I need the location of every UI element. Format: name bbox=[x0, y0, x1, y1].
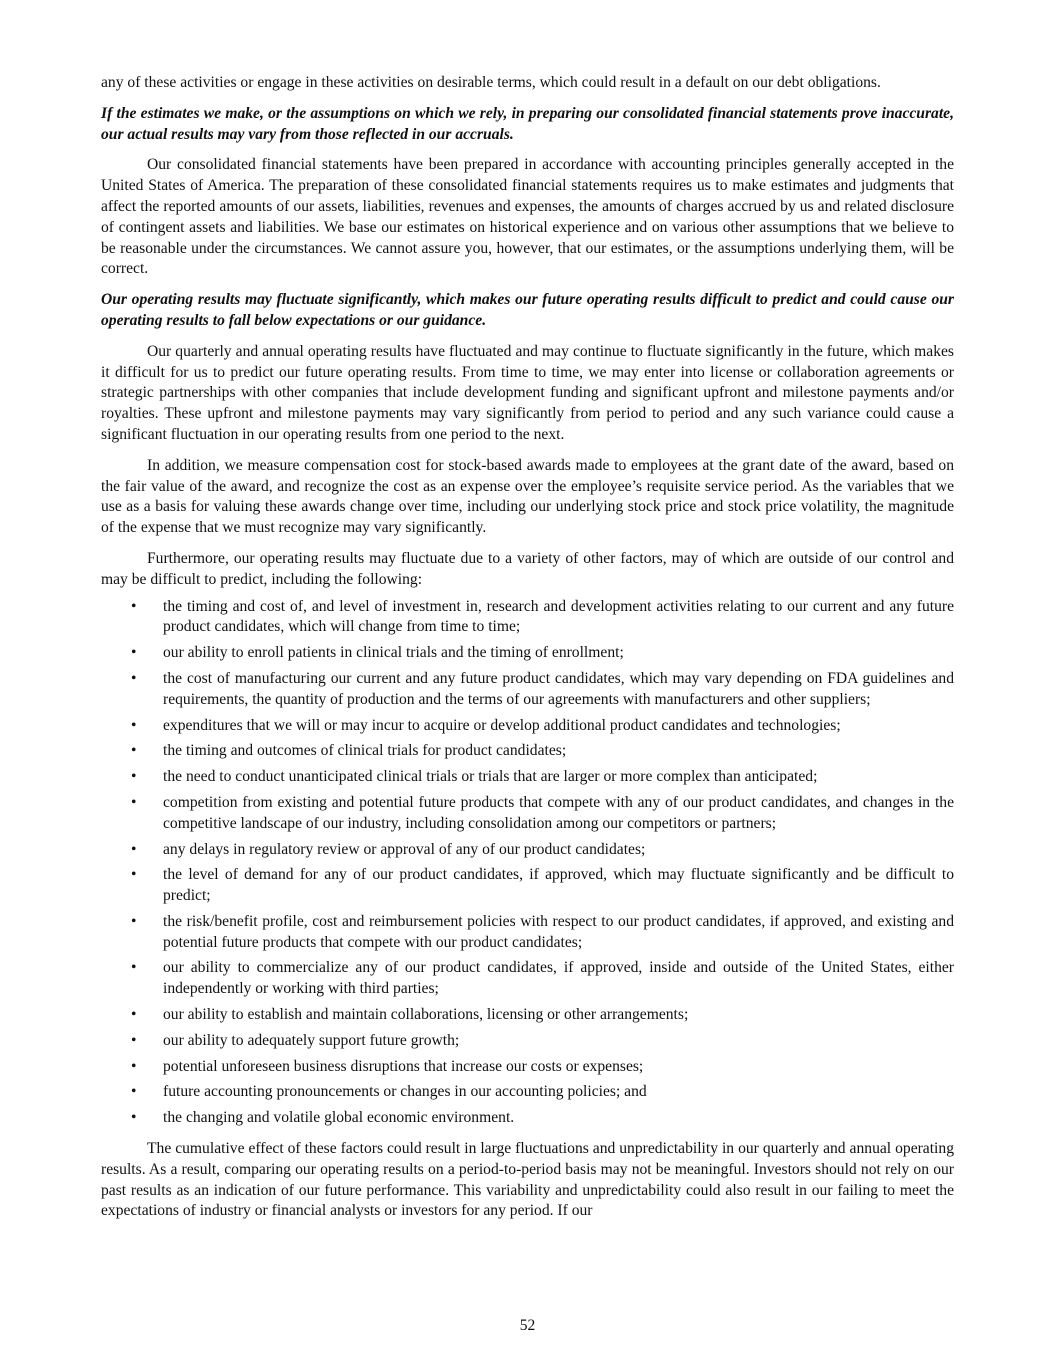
factor-list bbox=[101, 597, 954, 1130]
list-item bbox=[101, 597, 954, 639]
list-item bbox=[101, 912, 954, 954]
bullet-mark: • bbox=[131, 793, 137, 811]
page-number: 52 bbox=[519, 1317, 536, 1334]
bullet-mark: • bbox=[131, 768, 137, 786]
bullet-mark: • bbox=[131, 742, 137, 760]
list-item bbox=[101, 643, 954, 664]
list-item-text: our ability to commercialize any of our product candidates, if approved, inside and outside of the United States, either independently or working with third parties; bbox=[163, 959, 954, 998]
bullet-mark: • bbox=[131, 1109, 137, 1127]
list-item-text: the need to conduct unanticipated clinical trials or trials that are larger or more complex than anticipated; bbox=[163, 768, 818, 786]
bullet-mark: • bbox=[131, 866, 137, 884]
list-item-text: the timing and cost of, and level of investment in, research and development activities relating to our current and any future product candidates, which will change from time to time; bbox=[163, 597, 954, 636]
bullet-mark: • bbox=[131, 840, 137, 858]
list-item bbox=[101, 958, 954, 1000]
list-item bbox=[101, 741, 954, 762]
bullet-mark: • bbox=[131, 716, 137, 734]
list-item bbox=[101, 840, 954, 861]
list-item-text: any delays in regulatory review or approval of any of our product candidates; bbox=[163, 840, 646, 858]
list-item bbox=[101, 1005, 954, 1026]
paragraph-cumulative-effect: The cumulative effect of these factors could result in large fluctuations and unpredictability in our quarterly and annual operating results. As a result, comparing our operating results on a period-to-period basis may not be meaningful. Investors should not rely on our past results as an indication of our future performance. This variability and unpredictability could also result in our failing to meet the expectations of industry or financial analysts or investors for any period. If our bbox=[101, 1140, 954, 1220]
bullet-mark: • bbox=[131, 1006, 137, 1024]
opening-paragraph: any of these activities or engage in these activities on desirable terms, which could result in a default on our debt obligations. bbox=[101, 74, 881, 91]
bullet-mark: • bbox=[131, 1057, 137, 1075]
list-item-text: the risk/benefit profile, cost and reimbursement policies with respect to our product candidates, if approved, and existing and potential future products that compete with our product candidates; bbox=[163, 912, 954, 951]
list-item-text: potential unforeseen business disruptions that increase our costs or expenses; bbox=[163, 1057, 644, 1075]
paragraph-other-factors: Furthermore, our operating results may fluctuate due to a variety of other factors, may of which are outside of our control and may be difficult to predict, including the following: bbox=[101, 549, 954, 588]
list-item bbox=[101, 793, 954, 835]
list-item-text: the level of demand for any of our product candidates, if approved, which may fluctuate significantly and be difficult to predict; bbox=[163, 866, 954, 905]
list-item bbox=[101, 1082, 954, 1103]
list-item-text: our ability to adequately support future growth; bbox=[163, 1031, 460, 1049]
bullet-mark: • bbox=[131, 669, 137, 687]
list-item bbox=[101, 1057, 954, 1078]
bullet-mark: • bbox=[131, 1031, 137, 1049]
bullet-mark: • bbox=[131, 597, 137, 615]
list-item-text: the changing and volatile global economic environment. bbox=[163, 1109, 515, 1127]
list-item bbox=[101, 1031, 954, 1052]
list-item bbox=[101, 1108, 954, 1129]
list-item bbox=[101, 767, 954, 788]
bullet-mark: • bbox=[131, 644, 137, 662]
bullet-mark: • bbox=[131, 1083, 137, 1101]
list-item-text: our ability to establish and maintain collaborations, licensing or other arrangements; bbox=[163, 1006, 689, 1024]
risk-heading-operating-results: Our operating results may fluctuate significantly, which makes our future operating results difficult to predict and could cause our operating results to fall below expectations or our guidance. bbox=[101, 291, 954, 329]
paragraph-quarterly-results: Our quarterly and annual operating results have fluctuated and may continue to fluctuate significantly in the future, which makes it difficult for us to predict our future operating results. From time to time, we may enter into license or collaboration agreements or strategic partnerships with other companies that include development funding and significant upfront and milestone payments and/or royalties. These upfront and milestone payments may vary significantly from period to period and any such variance could cause a significant fluctuation in our operating results from one period to the next. bbox=[101, 342, 954, 443]
paragraph-financial-statements: Our consolidated financial statements have been prepared in accordance with accounting principles generally accepted in the United States of America. The preparation of these consolidated financial statements requires us to make estimates and judgments that affect the reported amounts of our assets, liabilities, revenues and expenses, the amounts of charges accrued by us and related disclosure of contingent assets and liabilities. We base our estimates on historical experience and on various other assumptions that we believe to be reasonable under the circumstances. We cannot assure you, however, that our estimates, or the assumptions underlying them, will be correct. bbox=[101, 156, 954, 278]
list-item bbox=[101, 865, 954, 907]
list-item-text: our ability to enroll patients in clinical trials and the timing of enrollment; bbox=[163, 644, 624, 662]
bullet-mark: • bbox=[131, 959, 137, 977]
list-item bbox=[101, 669, 954, 711]
risk-heading-estimates: If the estimates we make, or the assumptions on which we rely, in preparing our consolidated financial statements prove inaccurate, our actual results may vary from those reflected in our accruals. bbox=[101, 104, 954, 143]
list-item-text: expenditures that we will or may incur to acquire or develop additional product candidates and technologies; bbox=[163, 716, 841, 734]
list-item-text: competition from existing and potential future products that compete with any of our product candidates, and changes in the competitive landscape of our industry, including consolidation among our competitors or partners; bbox=[163, 793, 954, 832]
list-item-text: the timing and outcomes of clinical trials for product candidates; bbox=[163, 742, 567, 760]
paragraph-stock-compensation: In addition, we measure compensation cost for stock-based awards made to employees at the grant date of the award, based on the fair value of the award, and recognize the cost as an expense over the employee’s requisite service period. As the variables that we use as a basis for valuing these awards change over time, including our underlying stock price and stock price volatility, the magnitude of the expense that we must recognize may vary significantly. bbox=[101, 456, 954, 537]
list-item bbox=[101, 716, 954, 737]
list-item-text: the cost of manufacturing our current and any future product candidates, which may vary depending on FDA guidelines and requirements, the quantity of production and the terms of our agreements with manufacturers and other suppliers; bbox=[163, 669, 954, 708]
document-page bbox=[101, 73, 954, 1232]
list-item-text: future accounting pronouncements or changes in our accounting policies; and bbox=[163, 1083, 647, 1101]
bullet-mark: • bbox=[131, 912, 137, 930]
